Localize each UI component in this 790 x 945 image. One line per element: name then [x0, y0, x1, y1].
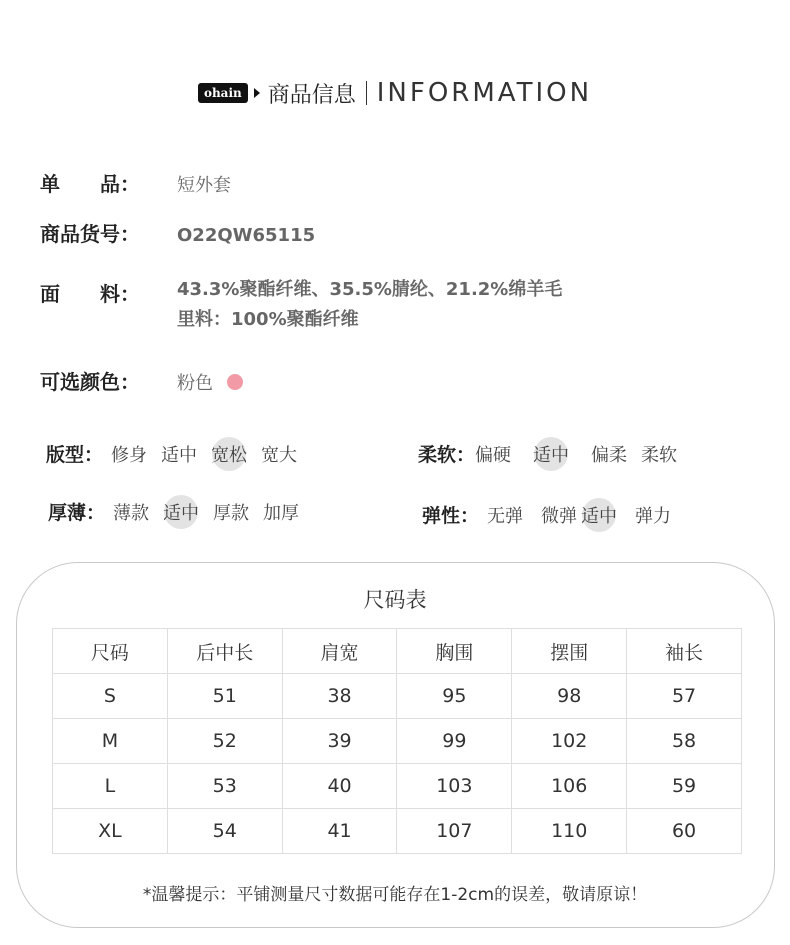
header-cell: 肩宽 — [282, 629, 397, 674]
sku-label: 商品货号： — [40, 222, 140, 246]
table-cell: 41 — [282, 809, 397, 854]
attr-softness — [418, 440, 691, 467]
softness-option-3: 偏柔 — [591, 444, 628, 466]
elasticity-option-3-selected: 适中 — [581, 502, 617, 528]
size-cell: S — [53, 674, 168, 719]
table-cell: 51 — [167, 674, 282, 719]
table-cell: 54 — [167, 809, 282, 854]
table-cell: 107 — [397, 809, 512, 854]
table-cell: 106 — [512, 764, 627, 809]
color-label: 可选颜色： — [40, 370, 140, 394]
header-title-en: INFORMATION — [376, 78, 593, 108]
table-cell: 39 — [282, 719, 397, 764]
table-row — [53, 764, 742, 809]
attr-elasticity — [422, 501, 685, 528]
color-value: 粉色 — [177, 373, 213, 394]
elasticity-label: 弹性： — [422, 505, 480, 527]
fabric-label: 面 料： — [40, 282, 140, 306]
item-label: 单 品： — [40, 172, 140, 196]
table-row — [53, 674, 742, 719]
size-cell: XL — [53, 809, 168, 854]
fabric-line-1: 43.3%聚酯纤维、35.5%腈纶、21.2%绵羊毛 — [177, 279, 563, 300]
brand-logo: ohain — [198, 83, 248, 103]
thickness-option-2-selected: 适中 — [163, 499, 199, 525]
thickness-option-3: 厚款 — [213, 502, 250, 524]
item-value: 短外套 — [177, 175, 231, 196]
table-cell: 98 — [512, 674, 627, 719]
size-table — [52, 628, 742, 854]
table-cell: 38 — [282, 674, 397, 719]
item-row — [40, 168, 231, 197]
table-cell: 99 — [397, 719, 512, 764]
size-table-title: 尺码表 — [363, 588, 427, 612]
header-cell: 胸围 — [397, 629, 512, 674]
header-cell: 尺码 — [53, 629, 168, 674]
size-cell: M — [53, 719, 168, 764]
table-cell: 60 — [627, 809, 742, 854]
sku-row — [40, 218, 315, 247]
header-divider — [366, 81, 367, 105]
table-cell: 57 — [627, 674, 742, 719]
softness-option-1: 偏硬 — [475, 444, 512, 466]
fit-option-3-selected: 宽松 — [211, 441, 247, 467]
info-header — [0, 76, 790, 110]
fabric-values — [177, 281, 562, 341]
table-cell: 52 — [167, 719, 282, 764]
measurement-note: *温馨提示：平铺测量尺寸数据可能存在1-2cm的误差，敬请原谅！ — [142, 885, 648, 905]
fit-option-1: 修身 — [111, 444, 148, 466]
elasticity-option-4: 弹力 — [635, 505, 672, 527]
fit-option-4: 宽大 — [261, 444, 298, 466]
table-row — [53, 809, 742, 854]
color-swatch — [227, 374, 243, 390]
fabric-row — [40, 278, 562, 341]
header-title-cn: 商品信息 — [267, 82, 356, 108]
table-cell: 40 — [282, 764, 397, 809]
softness-option-2-selected: 适中 — [533, 441, 569, 467]
color-row — [40, 366, 243, 395]
table-cell: 95 — [397, 674, 512, 719]
thickness-option-1: 薄款 — [113, 502, 150, 524]
attr-fit — [46, 440, 311, 467]
header-cell: 后中长 — [167, 629, 282, 674]
size-table-header-row — [53, 629, 742, 674]
table-cell: 102 — [512, 719, 627, 764]
table-cell: 53 — [167, 764, 282, 809]
table-cell: 58 — [627, 719, 742, 764]
table-cell: 103 — [397, 764, 512, 809]
elasticity-option-2: 微弹 — [541, 505, 578, 527]
thickness-option-4: 加厚 — [263, 502, 300, 524]
table-cell: 59 — [627, 764, 742, 809]
table-cell: 110 — [512, 809, 627, 854]
softness-option-4: 柔软 — [641, 444, 678, 466]
fit-option-2: 适中 — [161, 444, 198, 466]
size-cell: L — [53, 764, 168, 809]
fabric-line-2: 里料：100%聚酯纤维 — [177, 309, 359, 330]
header-cell: 摆围 — [512, 629, 627, 674]
sku-value: O22QW65115 — [177, 225, 316, 246]
thickness-label: 厚薄： — [48, 502, 106, 524]
softness-label: 柔软： — [418, 444, 476, 466]
fit-label: 版型： — [46, 444, 104, 466]
attr-thickness — [48, 498, 313, 525]
logo-arrow-icon — [254, 88, 260, 98]
elasticity-option-1: 无弹 — [487, 505, 524, 527]
table-row — [53, 719, 742, 764]
header-cell: 袖长 — [627, 629, 742, 674]
